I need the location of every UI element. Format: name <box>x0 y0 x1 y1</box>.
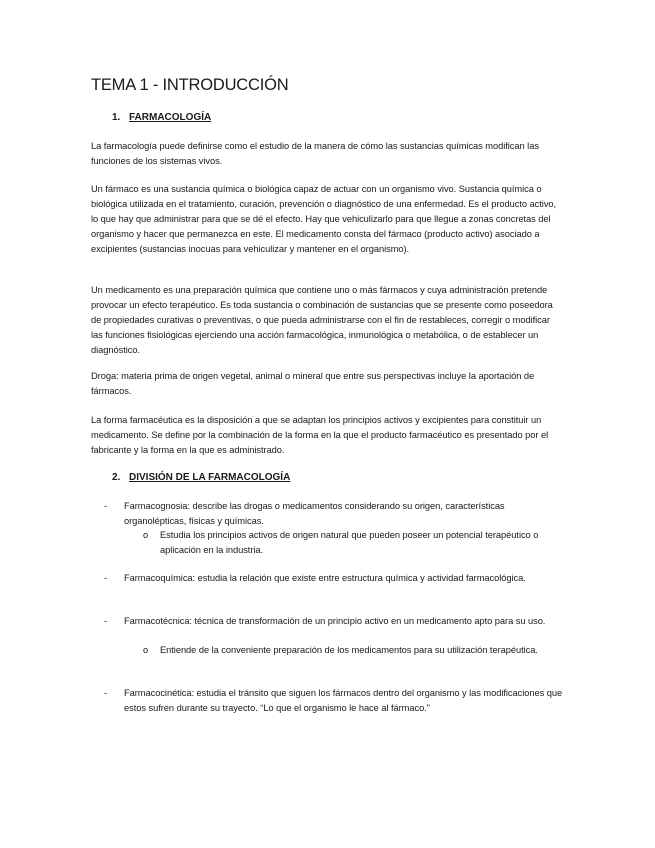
list-item-farmacocinetica: Farmacocinética: estudia el tránsito que siguen los fármacos dentro del organismo y las modificaciones que estos sufren durante su trayecto. “Lo que el organismo le hace al fármaco.” <box>124 688 563 714</box>
section-number: 2. <box>112 472 121 483</box>
bullet-dash: - <box>104 573 108 583</box>
section-number: 1. <box>112 112 121 123</box>
page-title: TEMA 1 - INTRODUCCIÓN <box>91 76 289 94</box>
bullet-dash: - <box>104 616 108 626</box>
paragraph-definition: La farmacología puede definirse como el estudio de la manera de cómo las sustancias químicas modifican las funciones de los sistemas vivos. <box>91 141 539 167</box>
paragraph-forma-farmaceutica: La forma farmacéutica es la disposición a que se adaptan los principios activos y excipientes para constituir un medicamento. Se define por la combinación de la forma en la que el producto farmacéutico es presentado por el fabricante y la forma en la que es administrado. <box>91 415 549 456</box>
sub-bullet-marker: o <box>143 530 149 540</box>
paragraph-droga: Droga: materia prima de origen vegetal, animal o mineral que entre sus perspectivas incluye la aportación de fármacos. <box>91 371 535 397</box>
bullet-dash: - <box>104 501 108 511</box>
sub-item-farmacotecnica: Entiende de la conveniente preparación de los medicamentos para su utilización terapéutica. <box>160 645 538 655</box>
paragraph-medicamento: Un medicamento es una preparación química que contiene uno o más fármacos y cuya administración pretende provocar un efecto terapéutico. Es toda sustancia o combinación de sustancias que se presente como poseedora de propiedades curativas o preventivas, o que pueda administrarse con el fin de restableces, corregir o modificar las funciones fisiológicas ejerciendo una acción farmacológica, inmunológica o metabólica, o de establecer un diagnóstico. <box>91 285 553 356</box>
paragraph-farmaco: Un fármaco es una sustancia química o biológica capaz de actuar con un organismo vivo. Sustancia química o biológica utilizada en el tratamiento, curación, prevención o diagnóstico de una enfermedad. Es el producto activo, lo que hay que administrar para que se dé el efecto. Hay que vehiculizarlo para que llegue a zonas concretas del organismo y hacer que permanezca en este. El medicamento consta del fármaco (producto activo) asociado a excipientes (sustancias inocuas para vehiculizar y mantener en el organismo). <box>91 184 557 255</box>
bullet-dash: - <box>104 688 108 698</box>
sub-item-farmacognosia: Estudia los principios activos de origen natural que pueden poseer un potencial terapéutico o aplicación en la industria. <box>160 530 539 556</box>
list-item-farmacotecnica: Farmacotécnica: técnica de transformación de un principio activo en un medicamento apto para su uso. <box>124 616 546 626</box>
section-heading-farmacologia <box>112 112 211 123</box>
section-heading-division <box>112 472 290 483</box>
sub-bullet-marker: o <box>143 645 149 655</box>
list-item-farmacoquimica: Farmacoquímica: estudia la relación que existe entre estructura química y actividad farmacológica. <box>124 573 526 583</box>
section-title: FARMACOLOGÍA <box>129 112 212 123</box>
list-item-farmacognosia: Farmacognosia: describe las drogas o medicamentos considerando su origen, características organolépticas, físicas y químicas. <box>124 501 505 527</box>
section-title: DIVISIÓN DE LA FARMACOLOGÍA <box>129 472 291 483</box>
